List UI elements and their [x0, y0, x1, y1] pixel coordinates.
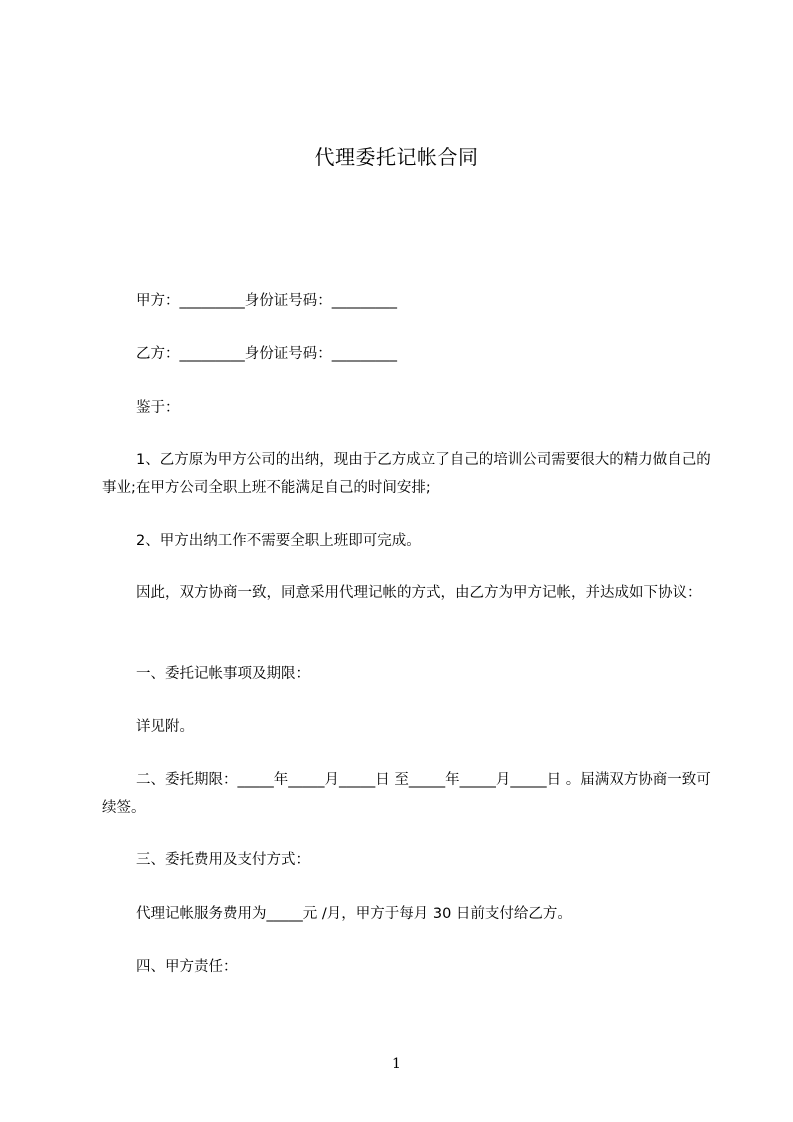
- document-title: 代理委托记帐合同: [314, 145, 479, 169]
- page-number: 1: [392, 1056, 401, 1072]
- section-3-body: 代理记帐服务费用为_____元 /月，甲方于每月 30 日前支付给乙方。: [136, 906, 572, 922]
- section-1-heading: 一、委托记帐事项及期限：: [136, 666, 310, 682]
- section-4-heading: 四、甲方责任：: [136, 959, 238, 975]
- therefore-paragraph: [102, 579, 712, 607]
- party-b-line: 乙方：_________身份证号码：_________: [136, 346, 397, 362]
- therefore-text: 因此，双方协商一致，同意采用代理记帐的方式，由乙方为甲方记帐，并达成如下协议：: [136, 585, 702, 601]
- section-1-body: 详见附。: [136, 719, 194, 735]
- whereas-heading: 鉴于：: [136, 400, 180, 416]
- clause-1-text: 1、乙方原为甲方公司的出纳，现由于乙方成立了自己的培训公司需要很大的精力做自己的事业;在甲方公司全职上班不能满足自己的时间安排;: [102, 452, 711, 496]
- clause-2-paragraph: 2、甲方出纳工作不需要全职上班即可完成。: [136, 533, 421, 549]
- clause-1-paragraph: [102, 446, 712, 502]
- section-2-paragraph: [102, 766, 712, 822]
- party-a-line: 甲方：_________身份证号码：_________: [136, 293, 397, 309]
- section-3-heading: 三、委托费用及支付方式：: [136, 852, 310, 868]
- section-2-text: 二、委托期限：_____年_____月_____日 至_____年_____月_____日 。届满双方协商一致可续签。: [102, 772, 711, 816]
